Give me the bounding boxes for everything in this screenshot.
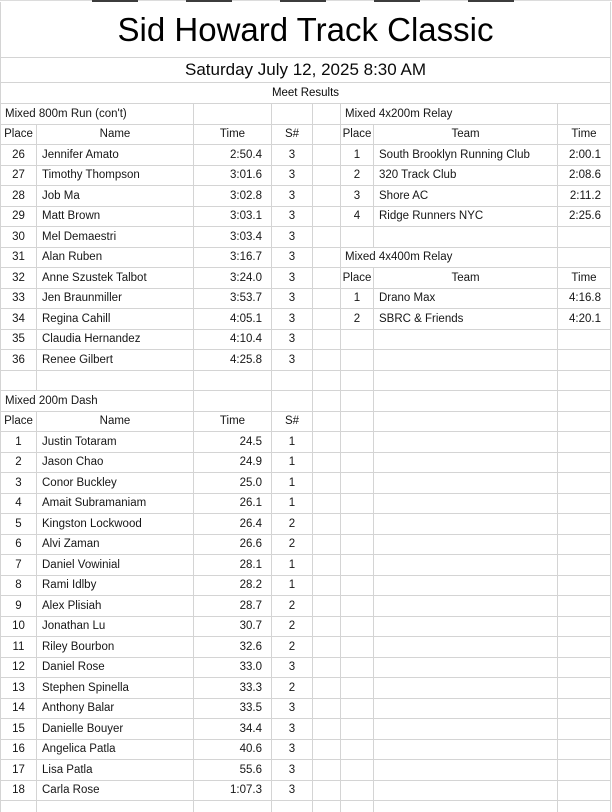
empty-cell xyxy=(1,801,37,812)
table-cell: 1 xyxy=(272,494,313,515)
table-cell: Anne Szustek Talbot xyxy=(37,268,194,289)
table-cell: 3 xyxy=(341,186,374,207)
empty-cell xyxy=(341,658,374,679)
table-cell: 36 xyxy=(1,350,37,371)
table-cell: 28.2 xyxy=(194,576,272,597)
table-cell: 1 xyxy=(341,289,374,310)
empty-cell xyxy=(313,104,341,125)
table-cell: 1 xyxy=(272,453,313,474)
table-cell: Jen Braunmiller xyxy=(37,289,194,310)
table-cell xyxy=(313,535,341,556)
table-cell: 26.6 xyxy=(194,535,272,556)
table-cell: Ridge Runners NYC xyxy=(374,207,558,228)
column-header: Team xyxy=(374,125,558,146)
empty-cell xyxy=(558,801,611,812)
table-cell: Rami Idlby xyxy=(37,576,194,597)
empty-cell xyxy=(374,699,558,720)
table-cell: 3 xyxy=(1,473,37,494)
table-cell: 32 xyxy=(1,268,37,289)
table-cell: Stephen Spinella xyxy=(37,678,194,699)
table-cell: 3 xyxy=(272,207,313,228)
empty-cell xyxy=(374,596,558,617)
table-cell xyxy=(313,555,341,576)
table-cell: 34.4 xyxy=(194,719,272,740)
table-cell: Angelica Patla xyxy=(37,740,194,761)
empty-cell xyxy=(374,371,558,392)
empty-cell xyxy=(341,453,374,474)
column-header: Name xyxy=(37,412,194,433)
table-cell: 1 xyxy=(272,473,313,494)
table-cell: Carla Rose xyxy=(37,781,194,802)
column-header xyxy=(313,125,341,146)
table-cell: 2 xyxy=(272,514,313,535)
table-cell xyxy=(313,248,341,269)
empty-cell xyxy=(341,760,374,781)
right-column-tables xyxy=(341,104,611,812)
column-header: Time xyxy=(558,125,611,146)
table-cell: Riley Bourbon xyxy=(37,637,194,658)
table-cell: 35 xyxy=(1,330,37,351)
empty-cell xyxy=(558,678,611,699)
table-cell: 3 xyxy=(272,248,313,269)
empty-cell xyxy=(341,535,374,556)
empty-cell xyxy=(558,781,611,802)
empty-cell xyxy=(374,760,558,781)
table-cell: Claudia Hernandez xyxy=(37,330,194,351)
event-date: Saturday July 12, 2025 8:30 AM xyxy=(0,58,611,83)
table-cell: 5 xyxy=(1,514,37,535)
table-cell: 2 xyxy=(341,309,374,330)
table-cell: Amait Subramaniam xyxy=(37,494,194,515)
empty-cell xyxy=(558,371,611,392)
empty-cell xyxy=(374,432,558,453)
table-cell: Daniel Rose xyxy=(37,658,194,679)
table-cell: 2 xyxy=(341,166,374,187)
table-cell xyxy=(313,494,341,515)
table-cell: 2 xyxy=(1,453,37,474)
table-cell: 55.6 xyxy=(194,760,272,781)
table-cell xyxy=(313,227,341,248)
table-cell xyxy=(313,268,341,289)
table-cell xyxy=(313,514,341,535)
table-cell: 25.0 xyxy=(194,473,272,494)
empty-cell xyxy=(341,227,374,248)
page-title: Sid Howard Track Classic xyxy=(0,2,611,58)
empty-cell xyxy=(558,453,611,474)
table-cell: 2:11.2 xyxy=(558,186,611,207)
table-cell: 3 xyxy=(272,719,313,740)
table-cell xyxy=(313,740,341,761)
table-cell: 3:03.4 xyxy=(194,227,272,248)
table-cell: 16 xyxy=(1,740,37,761)
empty-cell xyxy=(374,330,558,351)
table-cell: 2 xyxy=(272,535,313,556)
table-cell: 3 xyxy=(272,330,313,351)
table-cell: 33.3 xyxy=(194,678,272,699)
table-cell: 7 xyxy=(1,555,37,576)
table-cell: 2 xyxy=(272,596,313,617)
column-header: Place xyxy=(1,125,37,146)
empty-cell xyxy=(37,801,194,812)
empty-cell xyxy=(341,781,374,802)
empty-cell xyxy=(341,371,374,392)
table-cell: 24.5 xyxy=(194,432,272,453)
table-cell: 4:10.4 xyxy=(194,330,272,351)
table-cell xyxy=(313,330,341,351)
table-cell: 2 xyxy=(272,637,313,658)
table-cell: Renee Gilbert xyxy=(37,350,194,371)
table-cell: Alvi Zaman xyxy=(37,535,194,556)
section-title: Mixed 4x200m Relay xyxy=(341,104,558,125)
empty-cell xyxy=(374,740,558,761)
column-header: Team xyxy=(374,268,558,289)
table-cell: 15 xyxy=(1,719,37,740)
empty-cell xyxy=(558,576,611,597)
table-cell xyxy=(313,207,341,228)
table-cell: 4:25.8 xyxy=(194,350,272,371)
table-cell: 3:16.7 xyxy=(194,248,272,269)
empty-cell xyxy=(374,350,558,371)
empty-cell xyxy=(194,371,272,392)
table-cell: 2:08.6 xyxy=(558,166,611,187)
table-cell: 24.9 xyxy=(194,453,272,474)
empty-cell xyxy=(341,514,374,535)
table-cell: 3:03.1 xyxy=(194,207,272,228)
table-cell xyxy=(313,596,341,617)
empty-cell xyxy=(374,719,558,740)
table-cell xyxy=(313,309,341,330)
table-cell: Shore AC xyxy=(374,186,558,207)
empty-cell xyxy=(558,248,611,269)
table-cell: 33.5 xyxy=(194,699,272,720)
table-cell: 6 xyxy=(1,535,37,556)
table-cell: 3 xyxy=(272,186,313,207)
empty-cell xyxy=(558,473,611,494)
empty-cell xyxy=(558,555,611,576)
table-cell xyxy=(313,678,341,699)
table-cell xyxy=(313,453,341,474)
empty-cell xyxy=(374,535,558,556)
table-cell: Jason Chao xyxy=(37,453,194,474)
empty-cell xyxy=(558,740,611,761)
empty-cell xyxy=(341,617,374,638)
table-cell: Kingston Lockwood xyxy=(37,514,194,535)
table-cell: 33.0 xyxy=(194,658,272,679)
section-title: Mixed 800m Run (con't) xyxy=(1,104,194,125)
table-cell: 1 xyxy=(1,432,37,453)
empty-cell xyxy=(341,719,374,740)
table-cell: 2:50.4 xyxy=(194,145,272,166)
table-cell: 3:24.0 xyxy=(194,268,272,289)
empty-cell xyxy=(313,391,341,412)
table-cell: SBRC & Friends xyxy=(374,309,558,330)
table-cell: 2 xyxy=(272,617,313,638)
table-cell: 17 xyxy=(1,760,37,781)
table-cell: 1:07.3 xyxy=(194,781,272,802)
table-cell: 3 xyxy=(272,658,313,679)
empty-cell xyxy=(558,699,611,720)
table-cell xyxy=(313,760,341,781)
empty-cell xyxy=(374,555,558,576)
table-cell xyxy=(313,719,341,740)
empty-cell xyxy=(313,371,341,392)
table-cell: 29 xyxy=(1,207,37,228)
table-cell: 3 xyxy=(272,166,313,187)
table-cell: 3:53.7 xyxy=(194,289,272,310)
empty-cell xyxy=(1,371,37,392)
table-cell: 3 xyxy=(272,699,313,720)
left-column-tables xyxy=(0,104,341,812)
column-header xyxy=(313,412,341,433)
empty-cell xyxy=(558,514,611,535)
table-cell: 30.7 xyxy=(194,617,272,638)
table-cell: 14 xyxy=(1,699,37,720)
table-cell xyxy=(313,699,341,720)
empty-cell xyxy=(341,678,374,699)
table-cell: 4:05.1 xyxy=(194,309,272,330)
empty-cell xyxy=(558,760,611,781)
table-cell: Conor Buckley xyxy=(37,473,194,494)
table-cell: 28 xyxy=(1,186,37,207)
table-cell: 320 Track Club xyxy=(374,166,558,187)
table-cell: 3 xyxy=(272,740,313,761)
table-cell: Drano Max xyxy=(374,289,558,310)
table-cell: Danielle Bouyer xyxy=(37,719,194,740)
table-cell: 3:01.6 xyxy=(194,166,272,187)
table-cell: 1 xyxy=(341,145,374,166)
table-cell xyxy=(313,781,341,802)
empty-cell xyxy=(341,596,374,617)
table-cell: 28.1 xyxy=(194,555,272,576)
table-cell: 8 xyxy=(1,576,37,597)
empty-cell xyxy=(558,350,611,371)
section-title: Mixed 4x400m Relay xyxy=(341,248,558,269)
table-cell: 34 xyxy=(1,309,37,330)
empty-cell xyxy=(374,453,558,474)
table-cell xyxy=(313,637,341,658)
table-cell xyxy=(313,576,341,597)
table-cell xyxy=(313,473,341,494)
table-cell: 2 xyxy=(272,678,313,699)
table-cell: 32.6 xyxy=(194,637,272,658)
table-cell xyxy=(313,289,341,310)
table-cell: 2:25.6 xyxy=(558,207,611,228)
empty-cell xyxy=(374,617,558,638)
column-header: Name xyxy=(37,125,194,146)
table-cell xyxy=(313,186,341,207)
empty-cell xyxy=(374,227,558,248)
table-cell: 4 xyxy=(341,207,374,228)
table-cell: 3 xyxy=(272,781,313,802)
table-cell: 3 xyxy=(272,268,313,289)
empty-cell xyxy=(194,391,272,412)
table-cell: 4 xyxy=(1,494,37,515)
table-cell: 1 xyxy=(272,576,313,597)
table-cell: Alan Ruben xyxy=(37,248,194,269)
table-cell: 27 xyxy=(1,166,37,187)
empty-cell xyxy=(558,637,611,658)
table-cell: Daniel Vowinial xyxy=(37,555,194,576)
empty-cell xyxy=(374,494,558,515)
column-header: Place xyxy=(341,268,374,289)
empty-cell xyxy=(374,658,558,679)
table-cell xyxy=(313,350,341,371)
empty-cell xyxy=(341,576,374,597)
table-cell: Regina Cahill xyxy=(37,309,194,330)
table-cell: Jonathan Lu xyxy=(37,617,194,638)
table-cell: 26.1 xyxy=(194,494,272,515)
column-header: Place xyxy=(1,412,37,433)
empty-cell xyxy=(341,637,374,658)
table-cell: 31 xyxy=(1,248,37,269)
empty-cell xyxy=(341,801,374,812)
table-cell: 10 xyxy=(1,617,37,638)
table-cell: 40.6 xyxy=(194,740,272,761)
column-header: Time xyxy=(194,125,272,146)
table-cell: 3 xyxy=(272,350,313,371)
table-cell: Justin Totaram xyxy=(37,432,194,453)
table-cell: 26 xyxy=(1,145,37,166)
empty-cell xyxy=(341,330,374,351)
table-cell: 4:20.1 xyxy=(558,309,611,330)
empty-cell xyxy=(558,494,611,515)
empty-cell xyxy=(341,391,374,412)
empty-cell xyxy=(558,617,611,638)
table-cell: 11 xyxy=(1,637,37,658)
table-cell: 3 xyxy=(272,289,313,310)
empty-cell xyxy=(374,781,558,802)
empty-cell xyxy=(558,658,611,679)
table-cell: 3 xyxy=(272,145,313,166)
column-header: Time xyxy=(194,412,272,433)
empty-cell xyxy=(341,412,374,433)
table-cell: 33 xyxy=(1,289,37,310)
empty-cell xyxy=(313,801,341,812)
table-cell: 28.7 xyxy=(194,596,272,617)
empty-cell xyxy=(558,535,611,556)
empty-cell xyxy=(194,801,272,812)
empty-cell xyxy=(341,432,374,453)
table-cell: Jennifer Amato xyxy=(37,145,194,166)
empty-cell xyxy=(272,104,313,125)
table-cell: 3 xyxy=(272,309,313,330)
empty-cell xyxy=(341,555,374,576)
table-cell: Mel Demaestri xyxy=(37,227,194,248)
empty-cell xyxy=(374,514,558,535)
table-cell xyxy=(313,658,341,679)
empty-cell xyxy=(374,678,558,699)
table-cell: Lisa Patla xyxy=(37,760,194,781)
table-cell: Matt Brown xyxy=(37,207,194,228)
empty-cell xyxy=(341,699,374,720)
empty-cell xyxy=(341,350,374,371)
table-cell: 1 xyxy=(272,555,313,576)
empty-cell xyxy=(374,473,558,494)
empty-cell xyxy=(558,432,611,453)
table-cell: 18 xyxy=(1,781,37,802)
table-cell xyxy=(313,166,341,187)
empty-cell xyxy=(374,412,558,433)
empty-cell xyxy=(558,227,611,248)
column-header: Place xyxy=(341,125,374,146)
empty-cell xyxy=(341,473,374,494)
empty-cell xyxy=(374,637,558,658)
table-cell: 3:02.8 xyxy=(194,186,272,207)
table-cell: 12 xyxy=(1,658,37,679)
table-cell: 26.4 xyxy=(194,514,272,535)
column-header: Time xyxy=(558,268,611,289)
empty-cell xyxy=(194,104,272,125)
column-header: S# xyxy=(272,125,313,146)
empty-cell xyxy=(558,391,611,412)
empty-cell xyxy=(374,391,558,412)
table-cell: 30 xyxy=(1,227,37,248)
table-cell: Alex Plisiah xyxy=(37,596,194,617)
empty-cell xyxy=(558,596,611,617)
table-cell xyxy=(313,617,341,638)
table-cell: Job Ma xyxy=(37,186,194,207)
empty-cell xyxy=(37,371,194,392)
table-cell xyxy=(313,432,341,453)
table-cell: 1 xyxy=(272,432,313,453)
table-cell: 13 xyxy=(1,678,37,699)
empty-cell xyxy=(558,104,611,125)
table-cell: Timothy Thompson xyxy=(37,166,194,187)
empty-cell xyxy=(272,801,313,812)
empty-cell xyxy=(272,391,313,412)
empty-cell xyxy=(341,494,374,515)
table-cell: 3 xyxy=(272,760,313,781)
table-cell xyxy=(313,145,341,166)
empty-cell xyxy=(341,740,374,761)
table-cell: 2:00.1 xyxy=(558,145,611,166)
table-cell: 4:16.8 xyxy=(558,289,611,310)
empty-cell xyxy=(558,330,611,351)
empty-cell xyxy=(558,719,611,740)
table-cell: South Brooklyn Running Club xyxy=(374,145,558,166)
column-header: S# xyxy=(272,412,313,433)
empty-cell xyxy=(272,371,313,392)
table-cell: 9 xyxy=(1,596,37,617)
meet-results-label: Meet Results xyxy=(0,83,611,104)
table-cell: 3 xyxy=(272,227,313,248)
empty-cell xyxy=(374,801,558,812)
section-title: Mixed 200m Dash xyxy=(1,391,194,412)
empty-cell xyxy=(558,412,611,433)
empty-cell xyxy=(374,576,558,597)
table-cell: Anthony Balar xyxy=(37,699,194,720)
